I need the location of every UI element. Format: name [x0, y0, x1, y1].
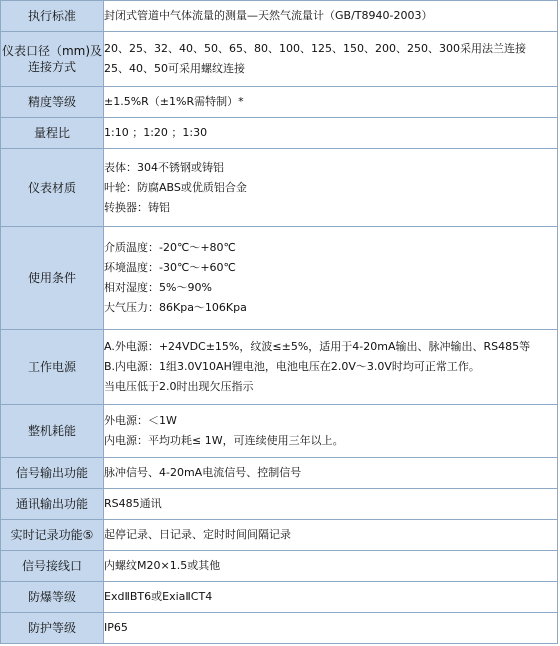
table-row: [1, 330, 558, 405]
table-row: [1, 551, 558, 582]
table-row: [1, 87, 558, 118]
table-row: [1, 582, 558, 613]
value-line: 内电源：平均功耗≤ 1W，可连续使用三年以上。: [104, 434, 344, 447]
value-line: 当电压低于2.0时出现欠压指示: [104, 380, 254, 393]
row-label: 信号输出功能: [1, 458, 104, 489]
table-row: [1, 118, 558, 149]
row-label: 执行标准: [1, 1, 104, 32]
value-line: 1:10 ；1:20 ；1:30: [104, 126, 208, 139]
row-label: 使用条件: [1, 227, 104, 330]
table-row: [1, 405, 558, 458]
value-line: 转换器：铸铝: [104, 200, 170, 214]
row-value: [104, 227, 558, 330]
row-label: 防护等级: [1, 613, 104, 644]
row-value: [104, 520, 558, 551]
value-line: A.外电源：+24VDC±15%，纹波≤±5%，适用于4-20mA输出、脉冲输出、RS485等: [104, 340, 531, 353]
row-value: [104, 32, 558, 87]
row-label: 通讯输出功能: [1, 489, 104, 520]
row-value: [104, 551, 558, 582]
row-value: [104, 118, 558, 149]
value-line: 叶轮：防腐ABS或优质铝合金: [104, 180, 247, 194]
value-line: 大气压力：86Kpa～106Kpa: [104, 301, 247, 314]
row-label: 精度等级: [1, 87, 104, 118]
row-value: [104, 405, 558, 458]
value-line: 环境温度：-30℃～+60℃: [104, 261, 236, 274]
value-line: 相对湿度：5%～90%: [104, 281, 212, 294]
table-row: [1, 149, 558, 227]
table-row: [1, 489, 558, 520]
value-line: 25、40、50可采用螺纹连接: [104, 62, 245, 75]
value-line: 表体：304不锈钢或铸铝: [104, 160, 224, 174]
value-line: ±1.5%R（±1%R需特制）*: [104, 95, 244, 108]
row-label: 工作电源: [1, 330, 104, 405]
value-line: 介质温度：-20℃～+80℃: [104, 241, 236, 254]
value-line: 起停记录、日记录、定时时间间隔记录: [104, 528, 291, 541]
table-row: [1, 520, 558, 551]
row-value: [104, 1, 558, 32]
value-line: RS485通讯: [104, 497, 162, 510]
value-line: 20、25、32、40、50、65、80、100、125、150、200、250、300采用法兰连接: [104, 42, 526, 55]
row-value: [104, 582, 558, 613]
value-line: 内螺纹M20×1.5或其他: [104, 559, 221, 572]
value-line: ExdⅡBT6或ExiaⅡCT4: [104, 590, 213, 603]
row-label: 实时记录功能⑤: [1, 520, 104, 551]
row-label: 仪表口径（mm)及连接方式: [1, 32, 104, 87]
table-row: [1, 1, 558, 32]
row-label: 信号接线口: [1, 551, 104, 582]
row-label: 防爆等级: [1, 582, 104, 613]
value-line: IP65: [104, 621, 128, 634]
value-line: 外电源：＜1W: [104, 414, 177, 427]
value-line: B.内电源：1组3.0V10AH锂电池，电池电压在2.0V～3.0V时均可正常工作。: [104, 360, 480, 373]
row-value: [104, 613, 558, 644]
table-row: [1, 458, 558, 489]
row-label: 整机耗能: [1, 405, 104, 458]
value-line: 脉冲信号、4-20mA电流信号、控制信号: [104, 466, 302, 479]
row-value: [104, 149, 558, 227]
row-value: [104, 489, 558, 520]
row-value: [104, 458, 558, 489]
table-row: [1, 227, 558, 330]
row-label: 量程比: [1, 118, 104, 149]
row-value: [104, 330, 558, 405]
table-row: [1, 613, 558, 644]
row-value: [104, 87, 558, 118]
row-label: 仪表材质: [1, 149, 104, 227]
value-line: 封闭式管道中气体流量的测量—天然气流量计（GB/T8940-2003）: [104, 9, 433, 22]
table-row: [1, 32, 558, 87]
